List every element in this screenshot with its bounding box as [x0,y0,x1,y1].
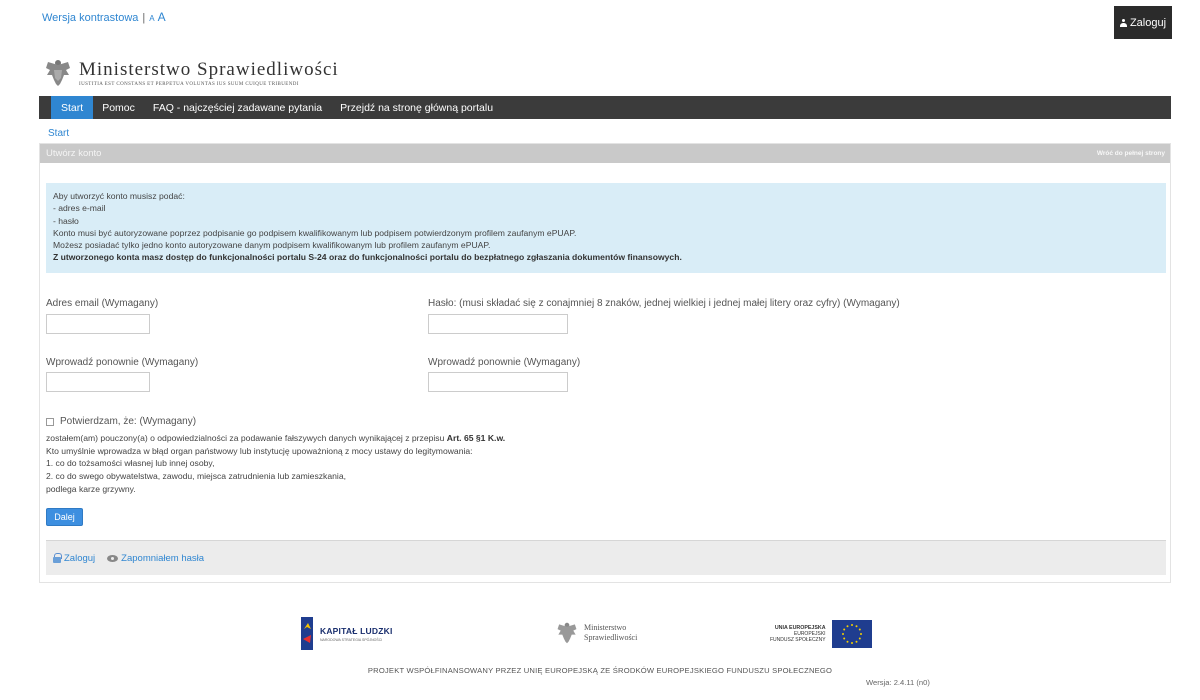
info-line: Konto musi być autoryzowane poprzez podpisanie go podpisem kwalifikowanym lub podpisem potwierdzonym profilem zaufanym ePUAP. [53,227,577,238]
declaration-line: 1. co do tożsamości własnej lub innej osoby, [46,458,215,469]
nav-item-portal-home[interactable]: Przejdź na stronę główną portalu [340,101,494,114]
eu-line2: EUROPEJSKI [793,631,826,637]
nav-item-start[interactable]: Start [51,96,93,119]
password-repeat-field[interactable] [428,372,568,392]
kapital-ludzki-sub: NARODOWA STRATEGIA SPÓJNOŚCI [320,637,383,642]
lock-icon [53,553,61,563]
ministry-logo[interactable] [44,58,339,88]
eagle-emblem-icon [44,58,72,88]
next-button[interactable]: Dalej [46,508,83,526]
panel-title: Utwórz konto [46,148,102,159]
declaration-line: 2. co do swego obywatelstwa, zawodu, miejsca zatrudnienia lub zamieszkania, [46,471,346,482]
font-small-link[interactable]: A [149,14,155,23]
logo-motto: IUSTITIA EST CONSTANS ET PERPETUA VOLUNTAS IUS SUUM CUIQUE TRIBUENDI [79,82,299,87]
create-account-panel [39,143,1171,583]
info-line: Możesz posiadać tylko jedno konto autoryzowane danym podpisem kwalifikowanym lub profilem zaufanym ePUAP. [53,240,491,251]
password-label: Hasło: (musi składać się z conajmniej 8 znaków, jednej wielkiej i jednej małej litery oraz cyfry) (Wymagany) [428,298,900,309]
ministry-footer-logo [556,620,637,646]
breadcrumb[interactable]: Start [48,128,70,139]
confirm-checkbox[interactable] [46,418,54,426]
confirm-row [46,416,196,427]
info-bold-line: Z utworzonego konta masz dostęp do funkcjonalności portalu S-24 oraz do funkcjonalności portalu do bezpłatnego zgłaszania dokumentów finansowych. [53,252,682,263]
eu-line3: FUNDUSZ SPOŁECZNY [770,637,826,643]
kapital-ludzki-mark-icon [299,617,315,650]
eagle-emblem-icon [556,620,578,646]
logo-title: Ministerstwo Sprawiedliwości [79,59,339,80]
separator: | [142,12,146,24]
ministry-footer-line2: Sprawiedliwości [584,633,638,642]
back-to-full-page-link[interactable]: Wróć do pełnej strony [1096,150,1165,157]
info-line: Aby utworzyć konto musisz podać: [53,191,185,201]
password-field[interactable] [428,314,568,334]
version-label: Wersja: 2.4.11 (n0) [866,678,930,687]
email-repeat-field[interactable] [46,372,150,392]
nav-item-help[interactable]: Pomoc [102,101,135,114]
declaration-prefix: zostałem(am) pouczony(a) o odpowiedzialności za podawanie fałszywych danych wynikającej z przepisu [46,433,447,443]
eu-flag-icon [832,620,872,648]
ministry-footer-line1: Ministerstwo [584,623,627,632]
declaration-line: Kto umyślnie wprowadza w błąd organ państwowy lub instytucję upoważnioną z mocy ustawy do legitymowania: [46,445,473,456]
declaration-text [46,432,505,496]
main-nav [39,96,1171,119]
declaration-article: Art. 65 §1 K.w. [446,433,506,443]
email-repeat-label: Wprowadź ponownie (Wymagany) [46,357,199,368]
footer-logos [0,617,1200,651]
info-line: - hasło [53,215,79,226]
cofinancing-note: PROJEKT WSPÓŁFINANSOWANY PRZEZ UNIĘ EUROPEJSKĄ ZE ŚRODKÓW EUROPEJSKIEGO FUNDUSZU SPOŁECZNEGO [367,666,833,675]
password-repeat-label: Wprowadź ponownie (Wymagany) [428,357,581,368]
email-label: Adres email (Wymagany) [46,298,159,309]
panel-header [40,144,1170,163]
info-line: - adres e-mail [53,203,106,214]
forgot-password-link[interactable] [107,553,204,564]
nav-item-faq[interactable]: FAQ - najczęściej zadawane pytania [152,101,323,114]
accessibility-bar [42,10,166,24]
eye-icon [107,555,118,562]
login-link[interactable] [53,553,95,564]
declaration-first-line [46,432,505,445]
kapital-ludzki-title: KAPITAŁ LUDZKI [320,625,393,636]
forgot-password-label: Zapomniałem hasła [121,552,205,564]
contrast-version-link[interactable]: Wersja kontrastowa [42,12,139,24]
confirm-label: Potwierdzam, że: (Wymagany) [60,416,197,427]
user-icon [1120,19,1127,27]
login-button[interactable] [1114,6,1172,39]
login-link-label: Zaloguj [64,552,96,564]
email-field[interactable] [46,314,150,334]
login-button-label: Zaloguj [1129,16,1167,29]
font-large-link[interactable]: A [157,10,166,24]
info-box [46,183,1166,273]
declaration-line: podlega karze grzywny. [46,483,136,494]
kapital-ludzki-logo [299,617,393,650]
bottom-links-bar [46,540,1166,575]
eu-line1: UNIA EUROPEJSKA [774,625,826,631]
eu-logo [770,620,872,648]
